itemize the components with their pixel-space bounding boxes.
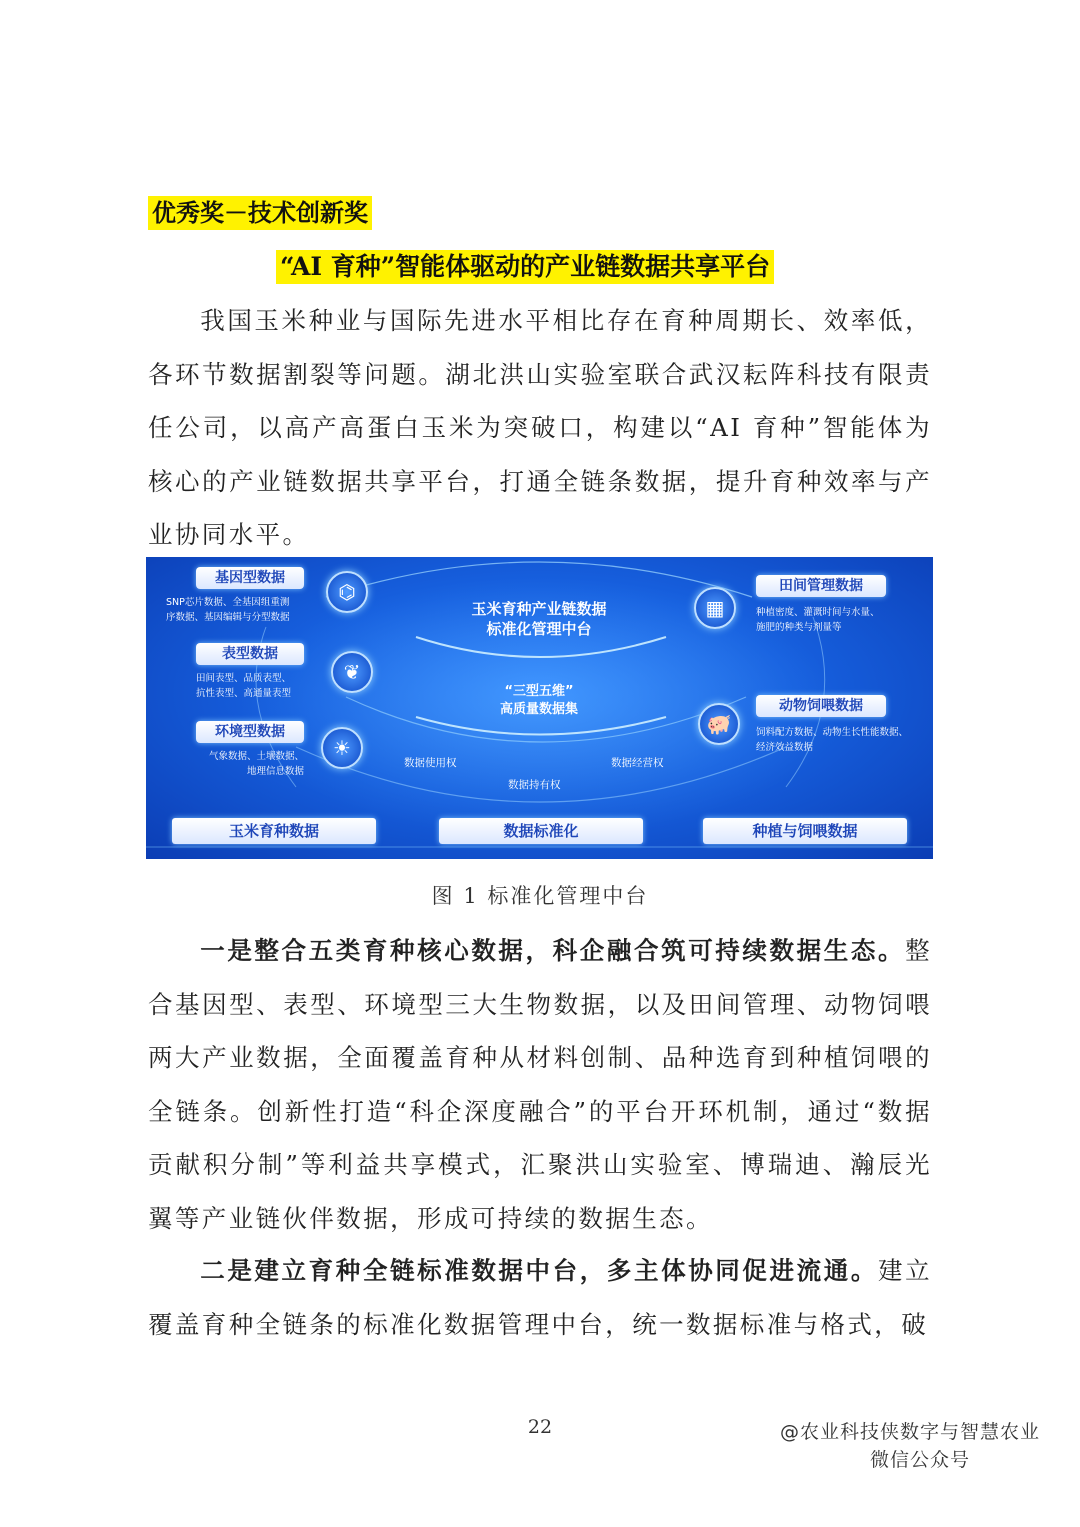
leaf-icon: ❦ (331, 651, 373, 693)
right-data-holding: 数据持有权 (508, 779, 561, 791)
dna-icon: ⌬ (326, 571, 368, 613)
figure-management-platform (146, 557, 933, 859)
category-environment-desc: 气象数据、土壤数据、 地理信息数据 (208, 751, 304, 777)
category-field-management-desc: 种植密度、灌溉时间与水量、 施肥的种类与剂量等 (756, 607, 880, 633)
right-data-operation: 数据经营权 (611, 757, 664, 769)
page-number: 22 (527, 1416, 553, 1438)
watermark (750, 1418, 1040, 1474)
watermark-line2: 微信公众号 (869, 1449, 970, 1471)
point-one-body: 整合基因型、表型、环境型三大生物数据，以及田间管理、动物饲喂两大产业数据，全面覆盖育种从材料创制、品种选育到种植饲喂的全链条。创新性打造“科企深度融合”的平台开环机制，通过“数据贡献积分制”等利益共享模式，汇聚洪山实验室、博瑞迪、瀚辰光翼等产业链伙伴数据，形成可持续的数据生态。 (148, 936, 932, 1233)
center-platform-title: 玉米育种产业链数据 标准化管理中台 (471, 600, 607, 638)
category-animal-feeding-data: 动物饲喂数据 (756, 695, 886, 717)
right-data-usage: 数据使用权 (404, 757, 457, 769)
category-phenotype-desc: 田间表型、品质表型、 抗性表型、高通量表型 (196, 673, 292, 699)
intro-paragraph (148, 294, 932, 562)
category-animal-feeding-desc: 饲料配方数据、动物生长性能数据、 经济效益数据 (756, 727, 909, 753)
category-phenotype-data: 表型数据 (196, 643, 304, 665)
paragraph-point-one (148, 924, 932, 1245)
sun-icon: ☀ (321, 727, 363, 769)
watermark-line1: @农业科技侠数字与智慧农业 (779, 1421, 1040, 1443)
center-dataset-subtitle: “三型五维” 高质量数据集 (499, 684, 578, 717)
point-two-body: 建立覆盖育种全链条的标准化数据管理中台，统一数据标准与格式，破 (148, 1256, 932, 1339)
figure-caption: 图 1 标准化管理中台 (431, 884, 649, 908)
solar-panel-icon: ▦ (694, 587, 736, 629)
bottom-breeding-data: 玉米育种数据 (172, 818, 376, 844)
bottom-data-standardization: 数据标准化 (439, 818, 643, 844)
category-field-management-data: 田间管理数据 (756, 575, 886, 597)
category-environment-data: 环境型数据 (196, 721, 304, 743)
point-one-lead: 一是整合五类育种核心数据，科企融合筑可持续数据生态。 (200, 936, 906, 965)
bottom-planting-feeding-data: 种植与饲喂数据 (703, 818, 907, 844)
category-genotype-data: 基因型数据 (196, 567, 304, 589)
category-genotype-desc: SNP芯片数据、全基因组重测 序数据、基因编辑与分型数据 (166, 597, 290, 623)
intro-text: 我国玉米种业与国际先进水平相比存在育种周期长、效率低，各环节数据割裂等问题。湖北洪山实验室联合武汉耘阵科技有限责任公司，以高产高蛋白玉米为突破口，构建以“AI 育种”智能体为核心的产业链数据共享平台，打通全链条数据，提升育种效率与产业协同水平。 (148, 306, 932, 549)
award-tag: 优秀奖－技术创新奖 (148, 196, 372, 230)
document-title: “AI 育种”智能体驱动的产业链数据共享平台 (276, 250, 774, 284)
pig-icon: 🐖 (698, 703, 740, 745)
point-two-lead: 二是建立育种全链标准数据中台，多主体协同促进流通。 (200, 1256, 878, 1285)
paragraph-point-two (148, 1244, 932, 1351)
